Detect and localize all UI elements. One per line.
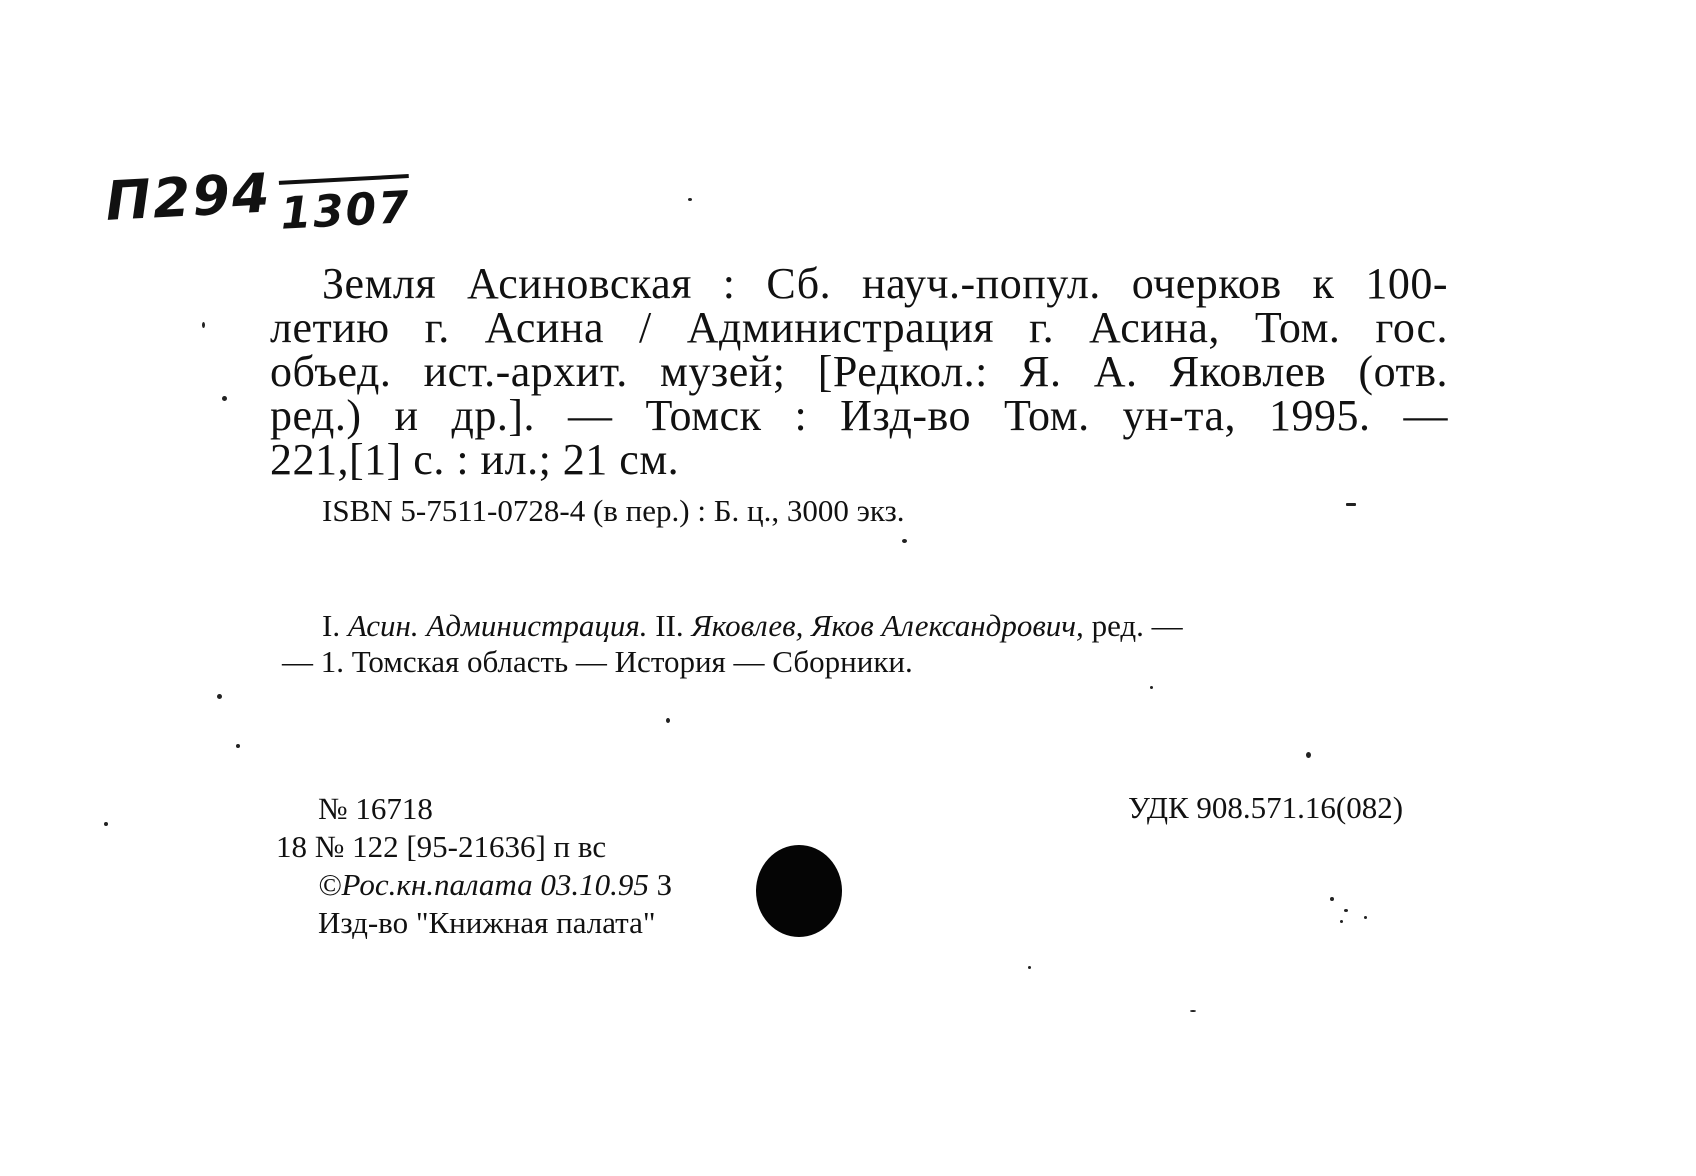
scan-speck [1306,752,1311,758]
copyright-suffix: З [648,867,673,902]
card-number-prefix: 18 [276,829,307,864]
udk-code: УДК 908.571.16(082) [1128,790,1404,825]
subject-line-1 [322,608,1442,644]
subject-2-role: ред. — [1083,608,1183,643]
scan-speck [1190,1010,1196,1012]
scan-speck [202,322,205,328]
subject-headings [282,608,1442,680]
scan-speck [1028,966,1031,969]
subject-1-heading: Асин. Администрация. [347,608,648,643]
description-line-1: Земля Асиновская : Сб. науч.-попул. очерков к 100- [322,259,1448,308]
scan-speck [217,694,222,699]
copyright-line [276,866,672,904]
ink-blot [756,845,842,937]
registration-number: № 16718 [318,791,433,826]
scan-speck [1330,897,1334,901]
imprint-block [276,790,672,942]
scan-speck [1150,686,1153,689]
subject-2-heading: Яковлев, Яков Александрович, [691,608,1084,643]
scan-speck [1340,920,1343,923]
scan-speck [236,744,240,748]
bibliographic-description [270,259,1448,484]
shelf-mark-main: П294 [104,161,273,233]
isbn-line: ISBN 5-7511-0728-4 (в пер.) : Б. ц., 3000 экз. [322,493,905,528]
scan-speck [222,396,227,401]
description-line-3: объед. ист.-архит. музей; [Редкол.: Я. А. Яковлев (отв. [270,347,1448,396]
scan-speck [688,198,692,201]
subject-line-2: — 1. Томская область — История — Сборники. [282,644,913,679]
card-number-line [276,828,672,866]
shelf-mark-fraction: 1307 [279,174,412,240]
description-line-4: ред.) и др.]. — Томск : Изд-во Том. ун-та, 1995. — [270,391,1448,440]
scan-speck [1364,916,1367,919]
description-line-5: 221,[1] с. : ил.; 21 см. [270,435,680,484]
card-number: № 122 [95-21636] п вс [314,829,607,864]
subject-2-numeral: II. [647,608,692,643]
copyright-text: ©Рос.кн.палата 03.10.95 [318,867,649,902]
handwritten-shelf-mark [104,154,412,249]
publisher-line: Изд-во "Книжная палата" [318,905,656,940]
description-line-2: летию г. Асина / Администрация г. Асина, Том. гос. [270,303,1448,352]
scan-speck [104,822,108,826]
scan-speck [1344,909,1348,912]
scan-speck [666,718,670,723]
scan-speck [1346,503,1356,506]
subject-1-numeral: I. [322,608,348,643]
scan-speck [902,539,907,543]
